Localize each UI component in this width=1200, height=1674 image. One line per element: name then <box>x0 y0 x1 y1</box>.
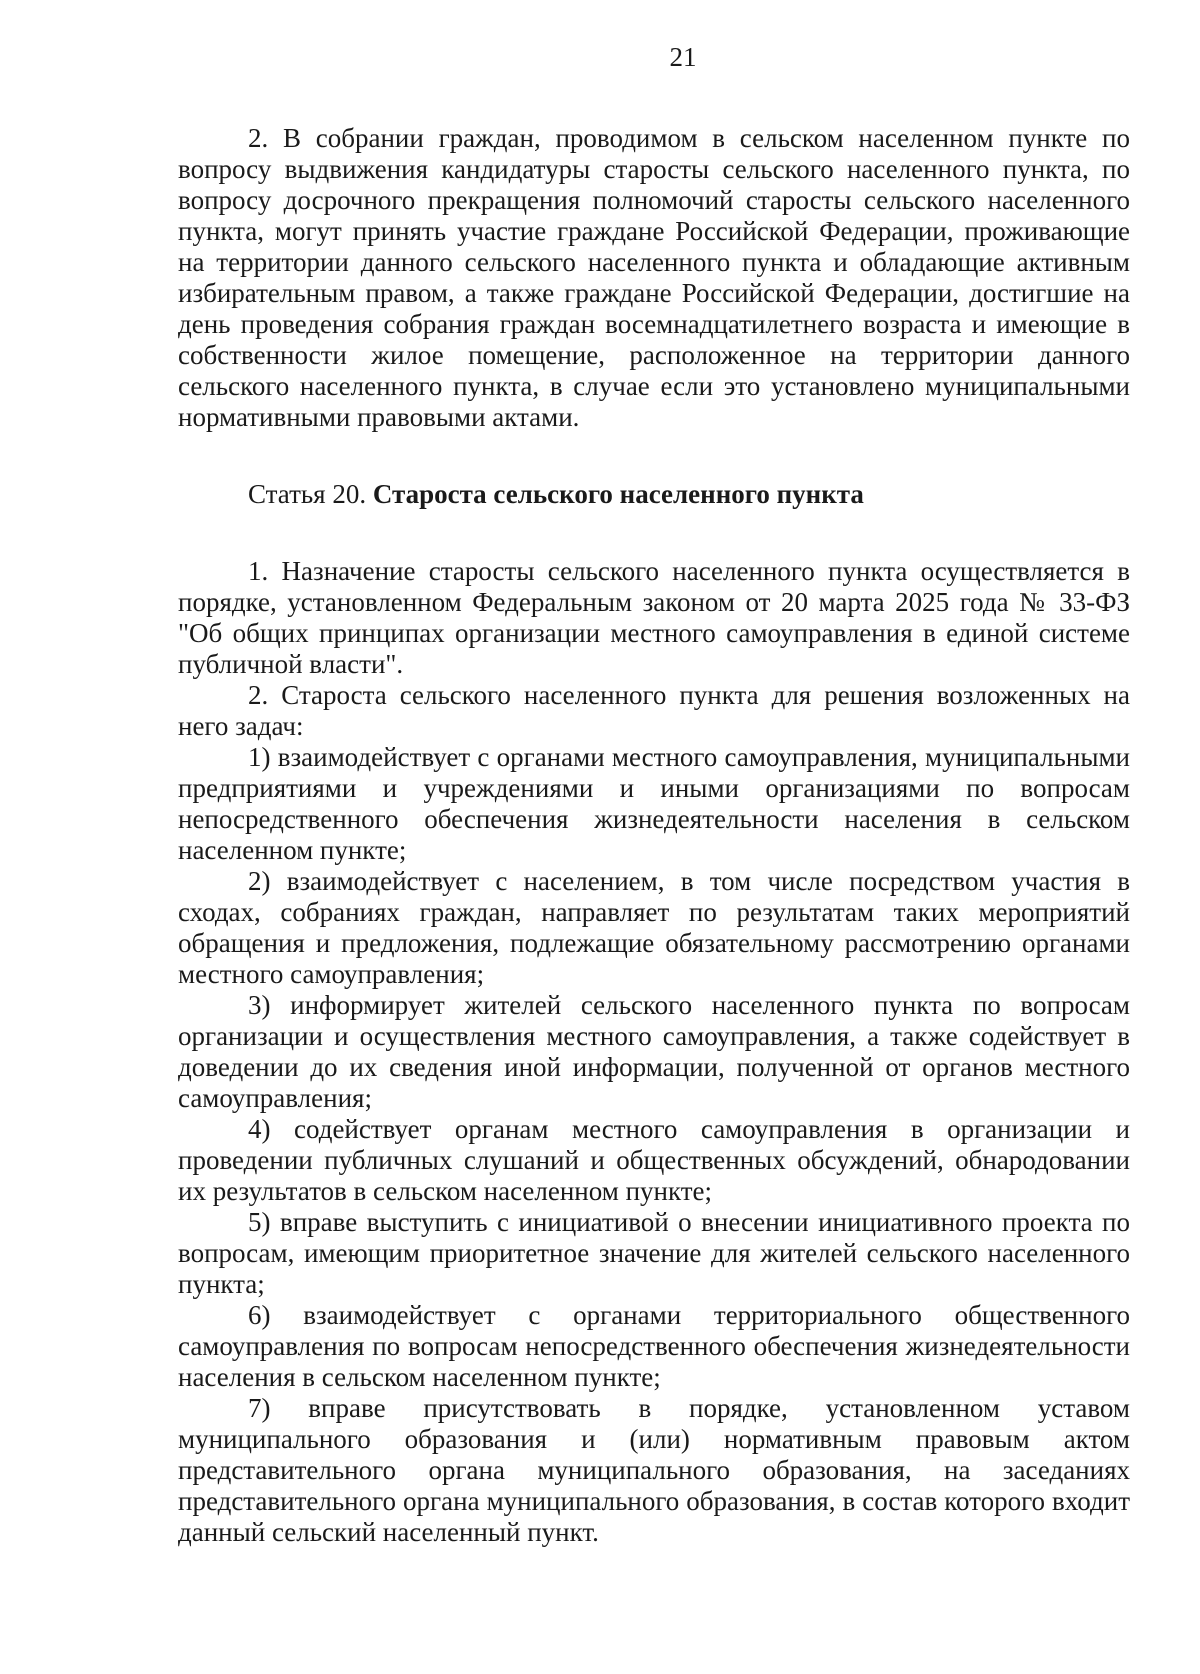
page-number: 21 <box>669 42 697 72</box>
paragraph-2-tasks-intro: 2. Староста сельского населенного пункта для решения возложенных на него задач: <box>178 680 1130 741</box>
article-title: Староста сельского населенного пункта <box>372 479 864 509</box>
article-label: Статья 20. <box>248 479 367 509</box>
list-item-2: 2) взаимодействует с населением, в том числе посредством участия в сходах, собраниях граждан, направляет по результатам таких мероприятий обращения и предложения, подлежащие обязательному рассмотрению органами местного самоуправления; <box>178 866 1130 989</box>
list-item-7: 7) вправе присутствовать в порядке, установленном уставом муниципального образования и (или) нормативным правовым актом представительного органа муниципального образования, на заседаниях представительного органа муниципального образования, в состав которого входит данный сельский населенный пункт. <box>178 1393 1130 1547</box>
list-item-1: 1) взаимодействует с органами местного самоуправления, муниципальными предприятиями и учреждениями и иными организациями по вопросам непосредственного обеспечения жизнедеятельности населения в сельском населенном пункте; <box>178 742 1130 865</box>
paragraph-1-appointment: 1. Назначение старосты сельского населенного пункта осуществляется в порядке, установленном Федеральным законом от 20 марта 2025 года № 33-ФЗ "Об общих принципах организации местного самоуправления в единой системе публичной власти". <box>178 556 1130 679</box>
list-item-6: 6) взаимодействует с органами территориального общественного самоуправления по вопросам непосредственного обеспечения жизнедеятельности населения в сельском населенном пункте; <box>178 1300 1130 1392</box>
paragraph-2-meeting-participants: 2. В собрании граждан, проводимом в сельском населенном пункте по вопросу выдвижения кандидатуры старосты сельского населенного пункта, по вопросу досрочного прекращения полномочий старосты сельского населенного пункта, могут принять участие граждане Российской Федерации, проживающие на территории данного сельского населенного пункта и обладающие активным избирательным правом, а также граждане Российской Федерации, достигшие на день проведения собрания граждан восемнадцатилетнего возраста и имеющие в собственности жилое помещение, расположенное на территории данного сельского населенного пункта, в случае если это установлено муниципальными нормативными правовыми актами. <box>178 123 1130 432</box>
list-item-3: 3) информирует жителей сельского населенного пункта по вопросам организации и осуществления местного самоуправления, а также содействует в доведении до их сведения иной информации, полученной от органов местного самоуправления; <box>178 990 1130 1113</box>
list-item-5: 5) вправе выступить с инициативой о внесении инициативного проекта по вопросам, имеющим приоритетное значение для жителей сельского населенного пункта; <box>178 1207 1130 1299</box>
list-item-4: 4) содействует органам местного самоуправления в организации и проведении публичных слушаний и общественных обсуждений, обнародовании их результатов в сельском населенном пункте; <box>178 1114 1130 1206</box>
article-heading <box>178 479 1130 510</box>
